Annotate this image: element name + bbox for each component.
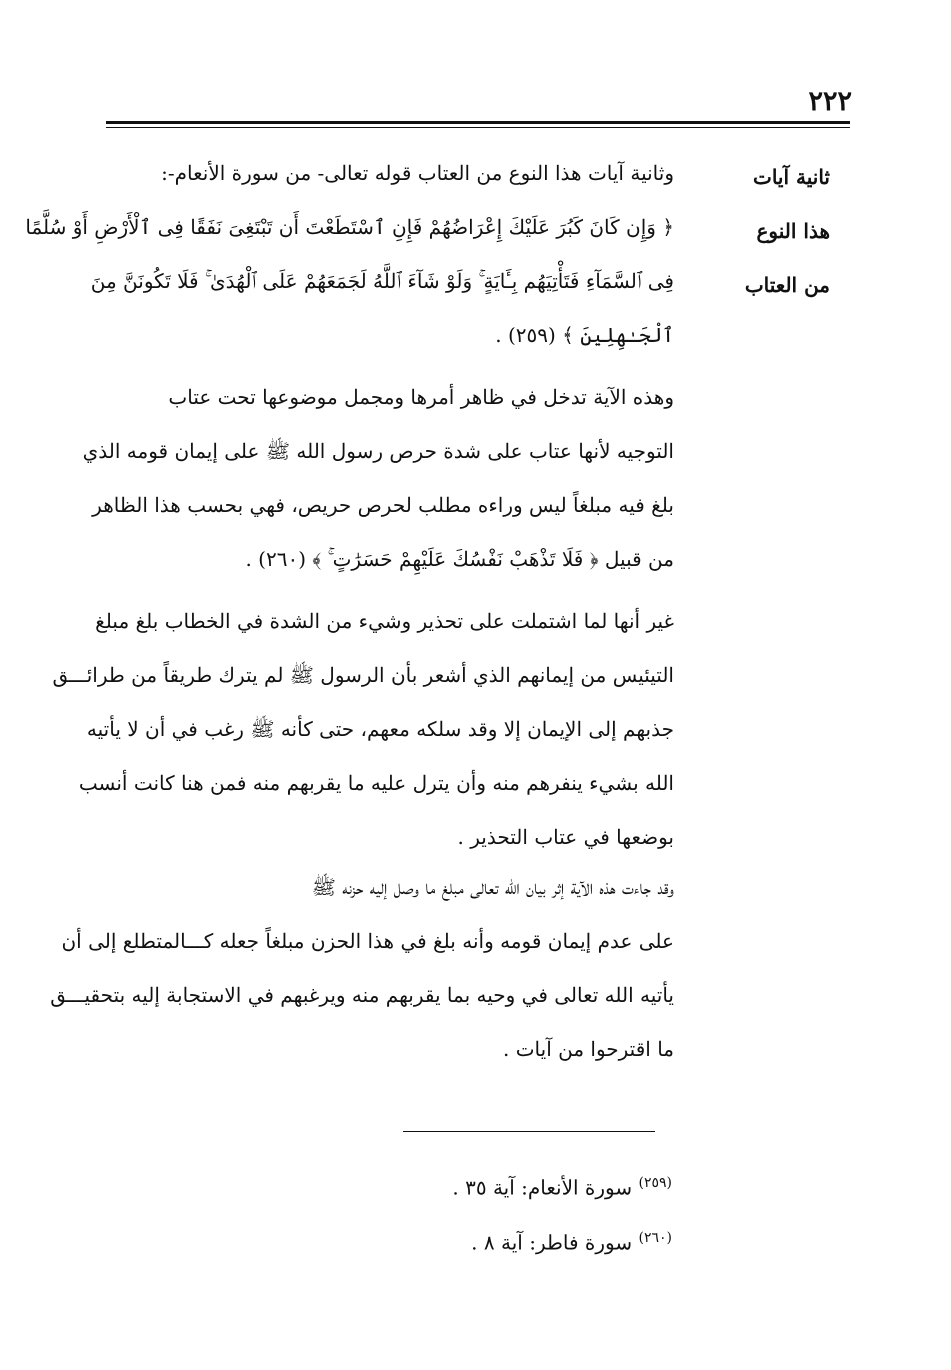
paragraph-line: الله بشيء ينفرهم منه وأن يترل عليه ما يقربهم منه فمن هنا كانت أنسب [78, 771, 674, 795]
paragraph-line: التيئيس من إيمانهم الذي أشعر بأن الرسول ﷺ لم يترك طريقاً من طرائـــق [52, 663, 674, 687]
paragraph-1 [25, 146, 674, 362]
paragraph-line: يأتيه الله تعالى في وحيه بما يقربهم منه ويرغبهم في الاستجابة إليه بتحقيـــق [50, 983, 674, 1007]
footnote [400, 1213, 672, 1268]
footnote [400, 1158, 672, 1213]
paragraph-line: ما اقترحوا من آيات . [502, 1037, 674, 1061]
paragraph-line: وقد جاءت هذه الآية إثر بيان الله تعالى مبلغ ما وصل إليه حزنه ﷺ [311, 875, 674, 899]
footnote-separator [403, 1131, 655, 1132]
paragraph-line: جذبهم إلى الإيمان إلا وقد سلكه معهم، حتى كأنه ﷺ رغب في أن لا يأتيه [86, 717, 674, 741]
paragraph-line: وثانية آيات هذا النوع من العتاب قوله تعالى- من سورة الأنعام-: [161, 161, 674, 185]
header-rule-thin [106, 127, 850, 128]
quran-verse-line: فِى ٱلسَّمَآءِ فَتَأْتِيَهُم بِـَٔايَةٍ ۚ وَلَوْ شَآءَ ٱللَّهُ لَجَمَعَهُمْ عَلَى ٱلْهُدَىٰ ۚ فَلَا تَكُونَنَّ مِنَ [90, 269, 674, 293]
footnote-text: سورة فاطر: آية ٨ . [471, 1230, 633, 1255]
quran-verse-line: ﴿ وَإِن كَانَ كَبُرَ عَلَيْكَ إِعْرَاضُهُمْ فَإِنِ ٱسْتَطَعْتَ أَن تَبْتَغِىَ نَفَقًا فِى ٱلْأَرْضِ أَوْ سُلَّمًا [25, 215, 674, 239]
paragraph-line: غير أنها لما اشتملت على تحذير وشيء من الشدة في الخطاب بلغ مبلغ [95, 609, 674, 633]
margin-heading [735, 150, 830, 312]
footnote-number: (٢٥٩) [638, 1175, 672, 1191]
page-number: ٢٢٢ [808, 86, 852, 117]
header-rule [106, 121, 850, 124]
margin-heading-line: من العتاب [744, 273, 830, 297]
paragraph-line: بوضعها في عتاب التحذير . [457, 825, 674, 849]
paragraph-line: على عدم إيمان قومه وأنه بلغ في هذا الحزن مبلغاً جعله كـــالمتطلع إلى أن [61, 929, 674, 953]
footnotes [400, 1158, 672, 1267]
paragraph-line: بلغ فيه مبلغاً ليس وراءه مطلب لحرص حريص، فهي بحسب هذا الظاهر [92, 493, 674, 517]
margin-heading-line: هذا النوع [756, 219, 830, 243]
paragraph-line: التوجيه لأنها عتاب على شدة حرص رسول الله ﷺ على إيمان قومه الذي [82, 439, 674, 463]
quran-verse-line: ٱلْجَـٰهِلِينَ ﴾ (٢٥٩) . [495, 323, 674, 347]
paragraph-line: وهذه الآية تدخل في ظاهر أمرها ومجمل موضوعها تحت عتاب [168, 385, 674, 409]
paragraph-4 [50, 860, 674, 1076]
footnote-number: (٢٦٠) [638, 1229, 672, 1246]
paragraph-line: من قبيل ﴿ فَلَا تَذْهَبْ نَفْسُكَ عَلَيْهِمْ حَسَرَٰتٍ ۚ ﴾ (٢٦٠) . [245, 547, 674, 571]
paragraph-2 [82, 370, 674, 586]
footnote-text: سورة الأنعام: آية ٣٥ . [452, 1175, 633, 1200]
paragraph-3 [52, 594, 674, 864]
margin-heading-line: ثانية آيات [753, 165, 830, 189]
